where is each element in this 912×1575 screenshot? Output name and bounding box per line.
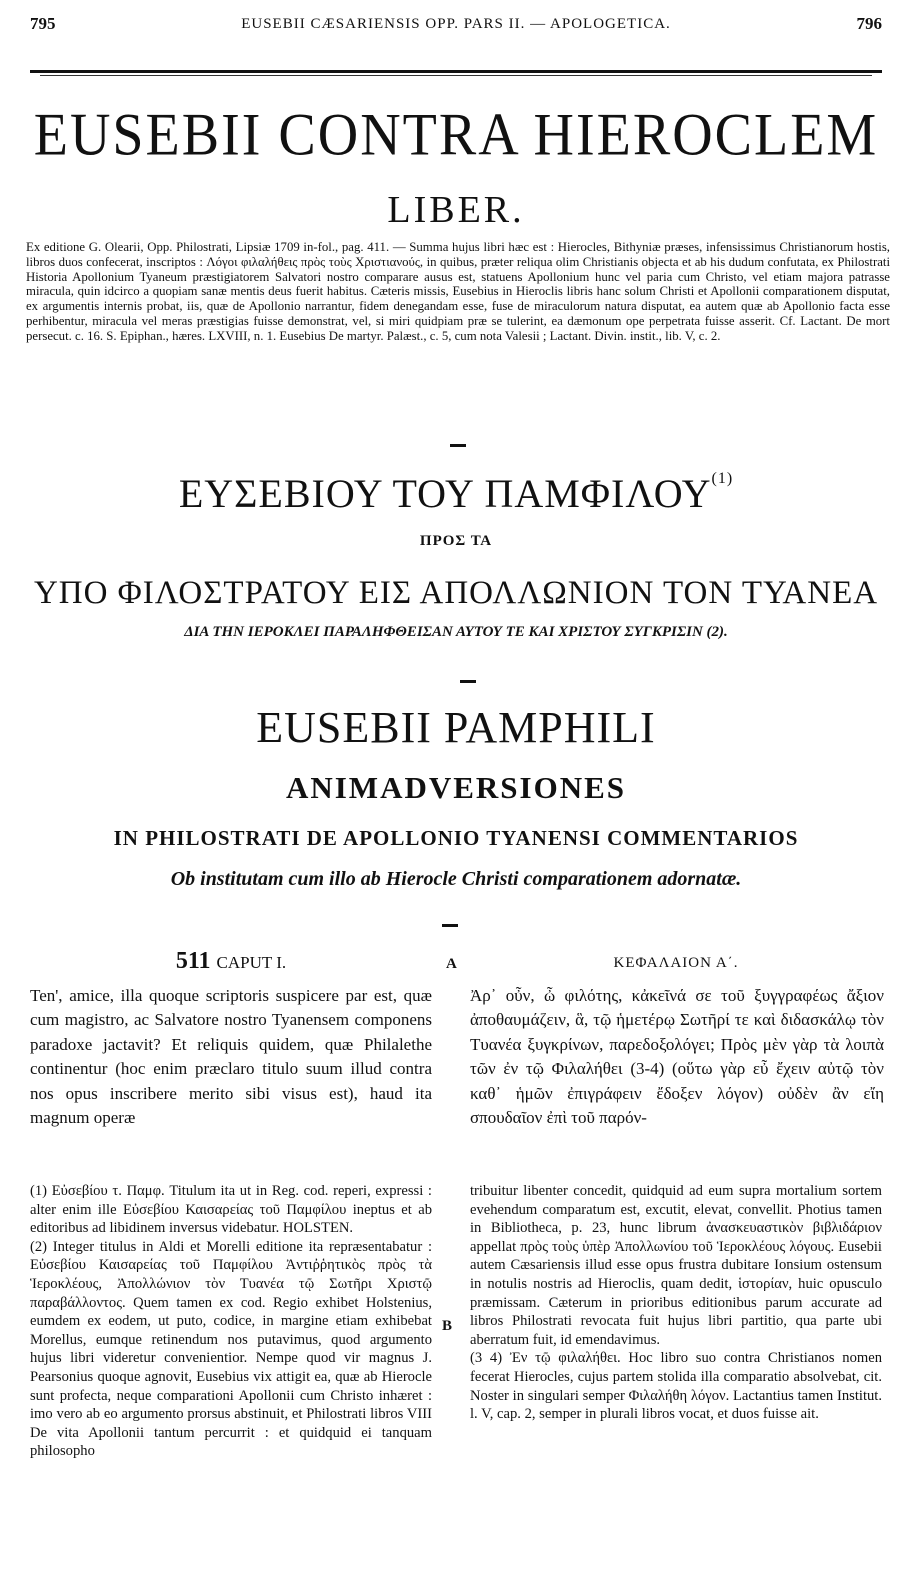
chapter-heading-greek: ΚΕΦΑΛΑΙΟΝ Α΄.: [613, 955, 739, 971]
greek-title-line2: ΠΡΟΣ ΤΑ: [419, 533, 493, 549]
header-rule-thin: [40, 75, 872, 76]
chapter-label-latin: CAPUT I.: [216, 953, 287, 972]
section-dash: [460, 680, 476, 683]
footnotes-right: [470, 1182, 882, 1424]
latin-title-line4: Ob institutam cum illo ab Hierocle Christi comparationem adornatæ.: [170, 868, 742, 890]
chapter-heading-latin: [30, 948, 432, 975]
latin-title-line3: IN PHILOSTRATI DE APOLLONIO TYANENSI COMMENTARIOS: [113, 826, 799, 850]
header-rule: [30, 70, 882, 73]
column-number: 511: [175, 948, 211, 974]
greek-title-text: ΕΥΣΕΒΙΟΥ ΤΟΥ ΠΑΜΦΙΛΟΥ: [178, 471, 712, 516]
latin-title-line1: EUSEBII PAMPHILI: [256, 703, 656, 752]
main-subtitle: LIBER.: [387, 189, 525, 231]
footnotes-left: [30, 1182, 432, 1461]
latin-body-text: Ten', amice, illa quoque scriptoris suspicere par est, quæ cum magistro, ac Salvatore nostro Tyanensem componens paradoxe jactavit? Et reliquis quidem, quæ Philalethe continentur (hoc enim præclaro titulo suum illud contra nos opus inscribere merito sibi visus est), haud ita magnum operæ: [30, 986, 432, 1128]
greek-body-text: Ἀρ᾿ οὖν, ὦ φιλότης, κἀκεῖνά σε τοῦ ξυγγραφέως ἄξιον ἀποθαυμάζειν, ἃ, τῷ ἡμετέρῳ Σωτῆρί τε καὶ διδασκάλῳ τὸν Τυανέα ξυγκρίνων, παρεδοξολόγει; Πρὸς μὲν γὰρ τὰ λοιπὰ τῶν ἐν τῷ Φιλαλήθει (3-4) (οὕτω γὰρ εὖ ἔχειν αὐτῷ τὸν καθ᾿ ἡμῶν ἐπιγράφειν ἔδοξεν λόγον) οὐδὲν ἂν εἴη σπουδαῖον ἐπὶ τοῦ παρόν-: [470, 986, 884, 1128]
main-title: EUSEBII CONTRA HIEROCLEM: [33, 101, 879, 169]
footnote-2-continued: tribuitur libenter concedit, quidquid ad eum supra mortalium sortem evehendum comparatum est, excutit, elevat, convellit. Photius tamen in Bibliotheca, p. 23, hunc librum ἀνασκευαστικὸν βιβλιδάριον appellat πρὸς τοὺς ὑπὲρ Ἀπολλωνίου τοῦ Ἱεροκλέους λόγους. Eusebii autem Cæsariensis illud esse opus frustra dubitare Ionsium ostensum in notulis nostris ad Hieroclis, quam dedit, ἱστορίαν, huic opusculo præmissam. Cæterum in prioribus editionibus parum accurate ad libros Philostrati revocata fuit hujus libri partitio, qua parte ubi aberratum fuit, id emendavimus.: [470, 1183, 882, 1348]
section-dash: [450, 444, 466, 447]
page-number-left: 795: [30, 14, 56, 33]
greek-title-line3: ΥΠΟ ΦΙΛΟΣΤΡΑΤΟΥ ΕΙΣ ΑΠΟΛΛΩΝΙΟΝ ΤΟΝ ΤΥΑΝΕΑ: [33, 575, 879, 611]
footnote-2: (2) Integer titulus in Aldi et Morelli editione ita repræsentabatur : Εὐσεβίου Καισαρείας τοῦ Παμφίλου Ἀντιῤῥητικὸς πρὸς τὰ Ἱεροκλέους, Ἀπολλώνιον τὸν Τυανέα τῷ Σωτῆρι Χριστῷ παραβάλλοντος. Quem tamen ex cod. Regio exhibet Holstenius, eumdem ex eodem, ut puto, codice, in margine etiam exhibebat Morellus, eumque retinendum nos putavimus, quod argumento hujus libri videretur convenientior. Nempe quod vir magnus J. Pearsonius quoque agnovit, Eusebius vix attigit ea, quæ ab Hierocle sunt profecta, neque comparationi Apollonii cum Christo inhæret : imo vero ab eo argumento prorsus abstinuit, et Philostrati libros VIII De vita Apollonii tantum percurrit : et quidquid ei tanquam philosopho: [30, 1238, 432, 1460]
footnote-3-4: (3 4) Ἐν τῷ φιλαλήθει. Hoc libro suo contra Christianos nomen fecerat Hierocles, cujus partem stolida illa comparatio absolvebat, cit. Noster in singulari semper Φιλαλήθη λόγον. Lactantius tamen Institut. l. V, cap. 2, semper in plurali libros vocat, et duos fuisse ait.: [470, 1350, 882, 1423]
latin-title-line2: ANIMADVERSIONES: [285, 770, 627, 805]
footnote-mark: (1): [711, 470, 734, 487]
footnote-1: (1) Εὐσεβίου τ. Παμφ. Titulum ita ut in Reg. cod. reperi, expressi : alter enim ille Εὐσεβίου Καισαρείας τοῦ Παμφίλου ineptus et ab editoribus ad libidinem inversus videbatur. HOLSTEN.: [30, 1183, 432, 1237]
margin-letter-a: A: [446, 956, 457, 972]
greek-title-line1: [30, 470, 882, 517]
introduction-paragraph: Ex editione G. Olearii, Opp. Philostrati, Lipsiæ 1709 in-fol., pag. 411. — Summa hujus libri hæc est : Hierocles, Bithyniæ præses, infensissimus Christianorum hostis, libros duos confecerat, inscriptos : Λόγοι φιλαλήθεις πρὸς τοὺς Χριστιανούς, in quibus, præter reliqua olim Christianis objecta et ab his dudum confutata, ex Philostrati Historia Apollonium Tyaneum præstigiatorem Salvatori nostro comparare ausus est, statuens Apollonium hunc vel paria cum Christo, vel etiam majora patrasse miracula, quin idcirco a quopiam sanæ mentis deus fuerit habitus. Cæteris missis, Eusebius in Hieroclis libris hanc solum Christi et Apollonii comparationem disputat, ex argumentis internis probat, iis, quæ de Apollonio narrantur, fidem denegandam esse, fuse de miraculorum natura disputat, ea autem quæ ab Apollonio facta esse perhibentur, miracula vel meras præstigias fuisse demonstrat, vel, si miri quidpiam præ se tulerint, ea dæmonum ope perpetrata fuisse asserit. Cf. Lactant. De mort persecut. c. 16. S. Epiphan., hæres. LXVIII, n. 1. Eusebius De martyr. Palæst., c. 5, cum nota Valesii ; Lactant. Divin. instit., lib. V, c. 2.: [26, 240, 890, 343]
greek-title-line4: ΔΙΑ ΤΗΝ ΙΕΡΟΚΛΕΙ ΠΑΡΑΛΗΦΘΕΙΣΑΝ ΑΥΤΟΥ ΤΕ ΚΑΙ ΧΡΙΣΤΟΥ ΣΥΓΚΡΙΣΙΝ (2).: [184, 624, 728, 640]
running-title: EUSEBII CÆSARIENSIS OPP. PARS II. — APOLOGETICA.: [241, 16, 671, 32]
page-number-right: 796: [856, 14, 882, 33]
running-head: [30, 14, 882, 40]
margin-letter-b: B: [442, 1318, 453, 1334]
section-dash: [442, 924, 458, 927]
